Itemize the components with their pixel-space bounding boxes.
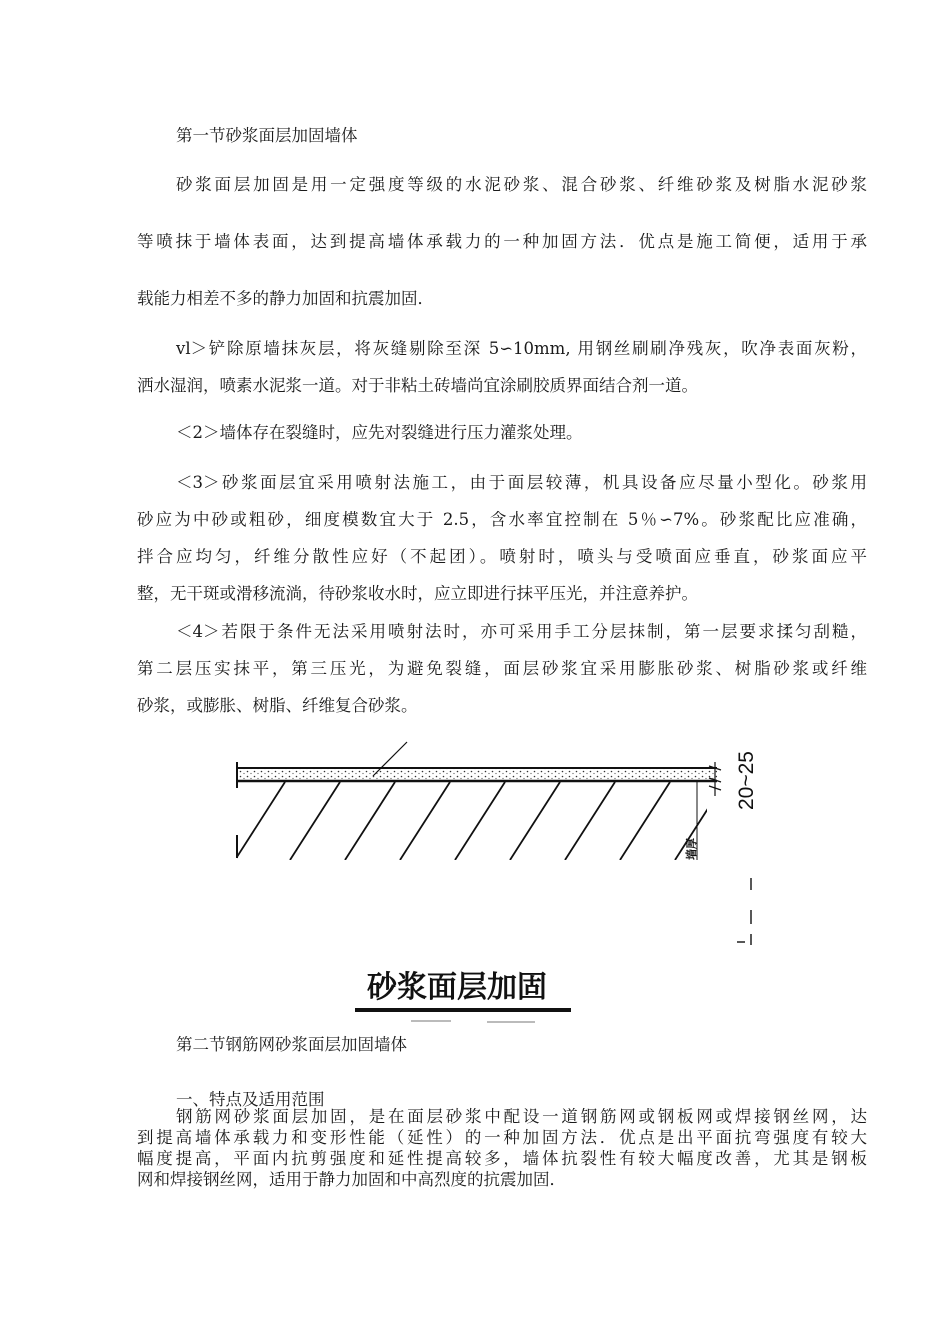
mortar-layer-figure — [225, 740, 765, 1030]
step3-line-1: ＜3＞砂浆面层宜采用喷射法施工，由于面层较薄，机具设备应尽量小型化。砂浆用 — [176, 473, 867, 492]
section1-heading: 第一节砂浆面层加固墙体 — [176, 126, 358, 145]
step3-line-3: 拌合应均匀，纤维分散性应好（不起团）。喷射时，喷头与受喷面应垂直，砂浆面应平 — [137, 547, 867, 566]
step3-line-4: 整，无干斑或滑移流淌，待砂浆收水时，应立即进行抹平压光，并注意养护。 — [137, 584, 698, 603]
section2-heading: 第二节钢筋网砂浆面层加固墙体 — [176, 1035, 407, 1054]
mortar-layer-diagram — [225, 740, 765, 1030]
step1-line-2: 洒水湿润，喷素水泥浆一道。对于非粘土砖墙尚宜涂刷胶质界面结合剂一道。 — [137, 376, 698, 395]
section2-line-2: 到提高墙体承载力和变形性能（延性）的一种加固方法．优点是出平面抗弯强度有较大 — [137, 1128, 867, 1147]
section2-line-4: 网和焊接钢丝网，适用于静力加固和中高烈度的抗震加固． — [137, 1170, 566, 1189]
section2-line-3: 幅度提高，平面内抗剪强度和延性提高较多，墙体抗裂性有较大幅度改善，尤其是钢板 — [137, 1149, 867, 1168]
dimension-label: 20~25 — [735, 751, 758, 810]
figure-caption: 砂浆面层加固 — [367, 970, 547, 1005]
section2-line-1: 钢筋网砂浆面层加固，是在面层砂浆中配设一道钢筋网或钢板网或焊接钢丝网，达 — [176, 1107, 867, 1126]
step2-line-1: ＜2＞墙体存在裂缝时，应先对裂缝进行压力灌浆处理。 — [176, 423, 583, 442]
step4-line-3: 砂浆，或膨胀、树脂、纤维复合砂浆。 — [137, 696, 418, 715]
wall-thickness-label: 墙厚 — [685, 838, 698, 860]
step1-line-1: vl＞铲除原墙抹灰层，将灰缝剔除至深 5∽10mm, 用钢丝刷刷净残灰，吹净表面灰粉， — [176, 339, 867, 358]
section2-subheading: 一、特点及适用范围 — [176, 1090, 325, 1109]
step4-line-1: ＜4＞若限于条件无法采用喷射法时，亦可采用手工分层抹制，第一层要求揉匀刮糙， — [176, 622, 867, 641]
intro-line-1: 砂浆面层加固是用一定强度等级的水泥砂浆、混合砂浆、纤维砂浆及树脂水泥砂浆 — [176, 175, 867, 194]
intro-line-2: 等喷抹于墙体表面，达到提高墙体承载力的一种加固方法．优点是施工简便，适用于承 — [137, 232, 867, 251]
intro-line-3: 载能力相差不多的静力加固和抗震加固． — [137, 289, 434, 308]
step3-line-2: 砂应为中砂或粗砂，细度模数宜大于 2.5，含水率宜控制在 5％∽7%。砂浆配比应准确， — [137, 510, 867, 529]
step4-line-2: 第二层压实抹平，第三压光，为避免裂缝，面层砂浆宜采用膨胀砂浆、树脂砂浆或纤维 — [137, 659, 867, 678]
